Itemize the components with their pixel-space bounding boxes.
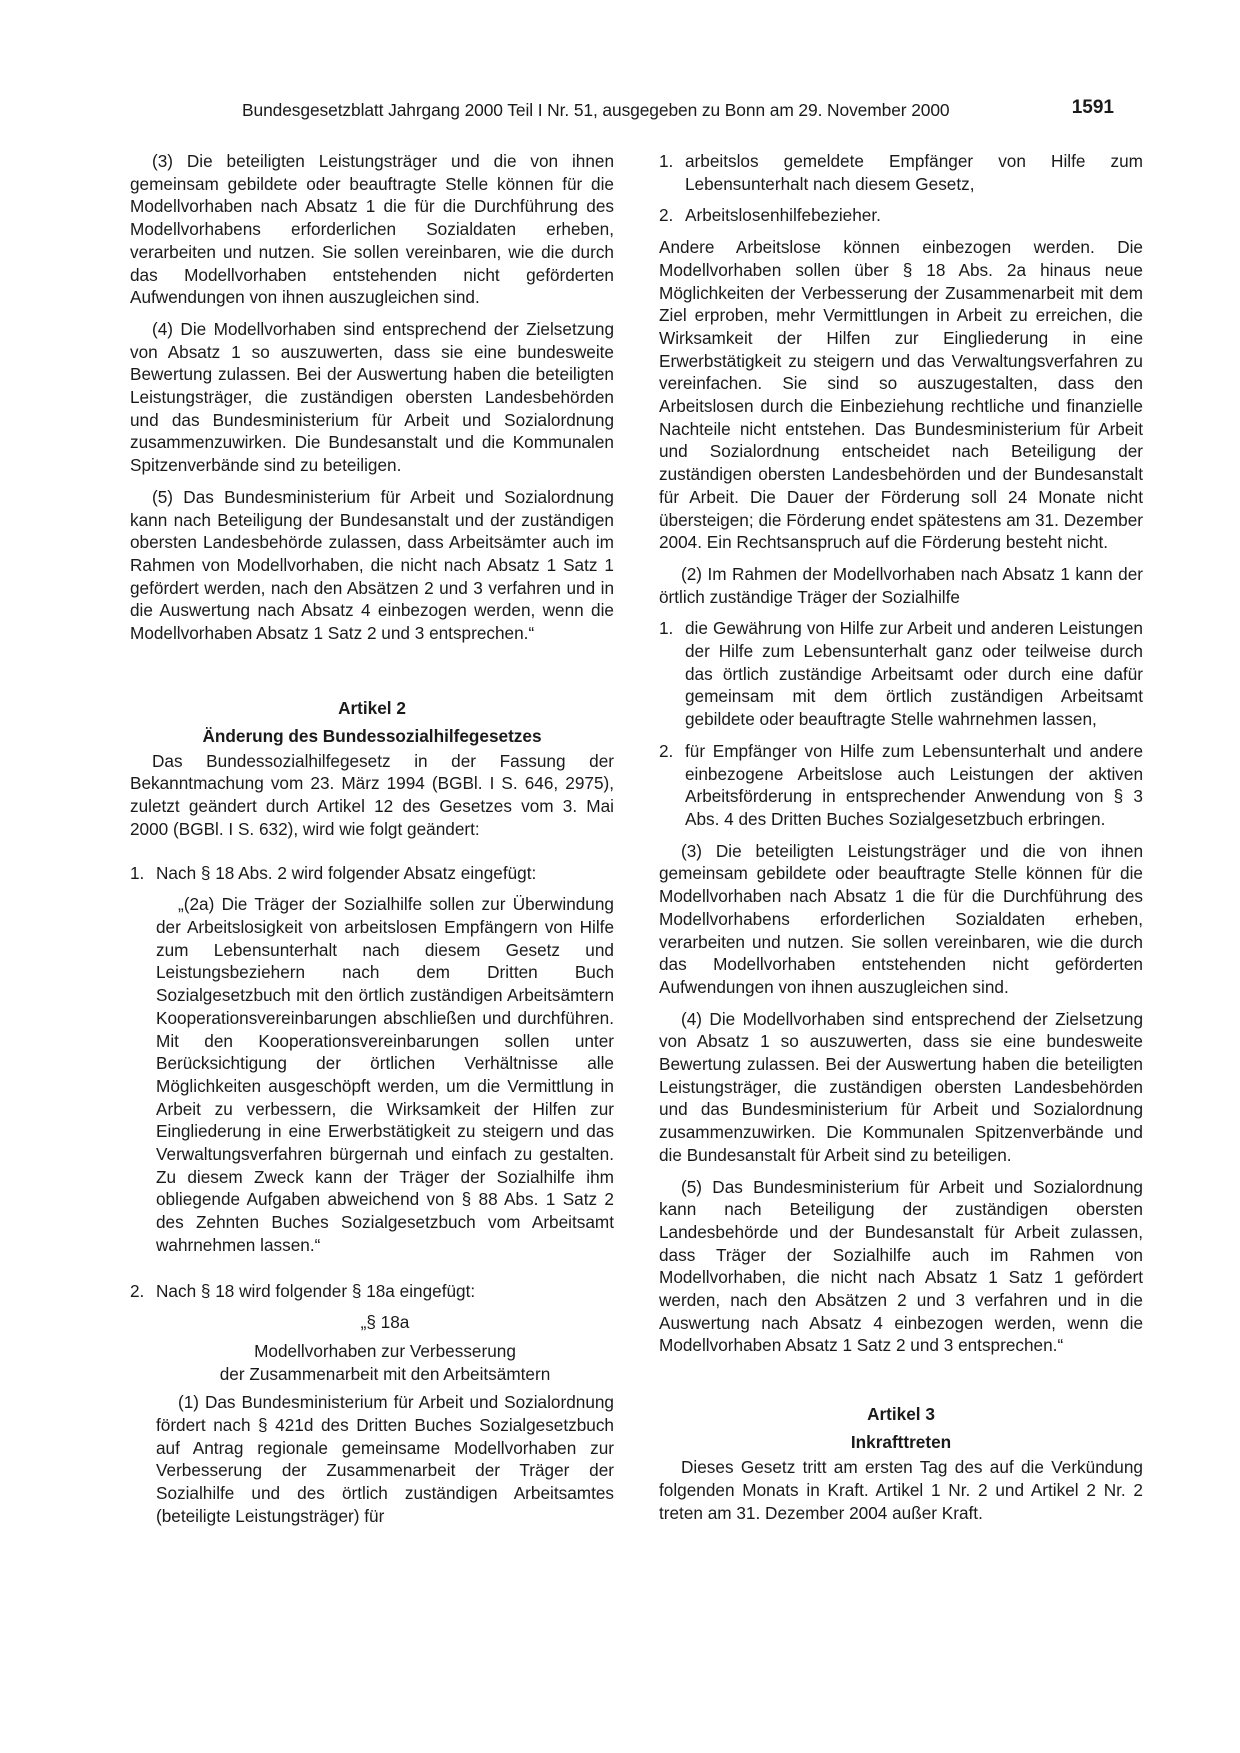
quoted-paragraph-block	[130, 893, 614, 1256]
page-header	[0, 96, 1240, 122]
section-title-line-2: der Zusammenarbeit mit den Arbeitsämtern	[219, 1363, 551, 1384]
paragraph-3: (3) Die beteiligten Leistungsträger und die von ihnen gemeinsam gebildete oder beauftragte Stelle können für die Modellvorhaben nach Absatz 1 die für die Durchführung des Modellvorhabens erforderlichen Sozialdaten erheben, verarbeiten und nutzen. Sie sollen vereinbaren, wie die durch das Modellvorhaben entstehenden nicht geförderten Aufwendungen von ihnen auszugleichen sind.	[659, 840, 1143, 997]
section-number: „§ 18a	[360, 1312, 410, 1333]
amendment-item-2-text: Nach § 18 wird folgender § 18a eingefügt:	[156, 1280, 476, 1301]
list-item-text: für Empfänger von Hilfe zum Lebensunterhalt und andere einbezogene Arbeitslose auch Leistungen der aktiven Arbeitsförderung in entsprechender Anwendung von § 3 Abs. 4 des Dritten Buches Sozialgesetzbuch erbringen.	[685, 740, 1143, 829]
section-18a-block	[130, 1311, 614, 1527]
list-number: 1.	[659, 618, 674, 639]
amendment-item-1-text: Nach § 18 Abs. 2 wird folgender Absatz eingefügt:	[156, 862, 537, 883]
list-item	[659, 740, 1143, 831]
artikel-3-subtitle: Inkrafttreten	[850, 1432, 952, 1453]
artikel-2-intro: Das Bundessozialhilfegesetz in der Fassung der Bekanntmachung vom 23. März 1994 (BGBl. I S. 646, 2975), zuletzt geändert durch Artikel 12 des Gesetzes vom 3. Mai 2000 (BGBl. I S. 632), wird wie folgt geändert:	[130, 750, 614, 839]
paragraph-4: (4) Die Modellvorhaben sind entsprechend der Zielsetzung von Absatz 1 so auszuwerten, dass sie eine bundesweite Bewertung zulassen. Bei der Auswertung haben die beteiligten Leistungsträger, die zuständigen obersten Landesbehörden und das Bundesministerium für Arbeit und Sozialordnung zusammenzuwirken. Die Bundesanstalt und die Kommunalen Spitzenverbände sind zu beteiligen.	[130, 318, 614, 476]
amendment-item-1	[130, 862, 614, 885]
list-item	[659, 204, 1143, 227]
paragraph-2: (2) Im Rahmen der Modellvorhaben nach Absatz 1 kann der örtlich zuständige Träger der Sozialhilfe	[659, 563, 1143, 607]
list-item-text: Arbeitslosenhilfebezieher.	[685, 205, 881, 226]
section-title-line-1: Modellvorhaben zur Verbesserung	[254, 1340, 516, 1361]
paragraph-5: (5) Das Bundesministerium für Arbeit und Sozialordnung kann nach Beteiligung der zuständigen obersten Landesbehörde und der Bundesanstalt für Arbeit zulassen, dass Träger der Sozialhilfe auch im Rahmen von Modellvorhaben, die nicht nach Absatz 1 Satz 1 gefördert werden, nach den Absätzen 2 und 3 verfahren und in die Auswertung nach Absatz 4 einbezogen werden, wenn die Modellvorhaben Absatz 1 Satz 2 und 3 entsprechen.“	[659, 1176, 1143, 1356]
artikel-3-text: Dieses Gesetz tritt am ersten Tag des auf die Verkündung folgenden Monats in Kraft. Artikel 1 Nr. 2 und Artikel 2 Nr. 2 treten am 31. Dezember 2004 außer Kraft.	[659, 1457, 1143, 1523]
right-column	[659, 150, 1143, 1533]
list-item-text: arbeitslos gemeldete Empfänger von Hilfe zum Lebensunterhalt nach diesem Gesetz,	[685, 151, 1143, 194]
list-item	[659, 617, 1143, 731]
list-item-text: die Gewährung von Hilfe zur Arbeit und anderen Leistungen der Hilfe zum Lebensunterhalt ganz oder teilweise durch das örtlich zuständige Arbeitsamt oder durch eine dafür gemeinsam mit dem örtlich zuständigen Arbeitsamt gebildete oder beauftragte Stelle wahrnehmen lassen,	[685, 618, 1143, 730]
amendment-item-2	[130, 1280, 614, 1303]
list-number: 2.	[659, 740, 674, 761]
artikel-2-title: Artikel 2	[338, 697, 406, 718]
artikel-3-title: Artikel 3	[867, 1404, 935, 1425]
list-item	[659, 150, 1143, 195]
quoted-paragraph-2a: „(2a) Die Träger der Sozialhilfe sollen zur Überwindung der Arbeitslosigkeit von arbeitslosen Empfängern von Hilfe zum Lebensunterhalt nach diesem Gesetz und Leistungsbeziehern nach dem Dritten Buch Sozialgesetzbuch mit den örtlich zuständigen Arbeitsämtern Kooperationsvereinbarungen abschließen und durchführen. Mit den Kooperationsvereinbarungen sollen unter Berücksichtigung der örtlichen Verhältnisse alle Möglichkeiten ausgeschöpft werden, um die Vermittlung in Arbeit zu verbessern, die Wirksamkeit der Hilfen zur Eingliederung in eine Erwerbstätigkeit zu steigern und das Verwaltungsverfahren bürgernah und einfach zu gestalten. Zu diesem Zweck kann der Träger der Sozialhilfe ihm obliegende Aufgaben abweichend von § 88 Abs. 1 Satz 2 des Zehnten Buches Sozialgesetzbuch vom Arbeitsamt wahrnehmen lassen.“	[156, 894, 614, 1255]
artikel-2-subtitle: Änderung des Bundessozialhilfegesetzes	[202, 725, 542, 746]
left-column	[130, 150, 614, 1537]
list-number: 2.	[130, 1280, 145, 1301]
page-number: 1591	[1071, 97, 1114, 118]
paragraph-4: (4) Die Modellvorhaben sind entsprechend der Zielsetzung von Absatz 1 so auszuwerten, dass sie eine bundesweite Bewertung zulassen. Bei der Auswertung haben die beteiligten Leistungsträger, die zuständigen obersten Landesbehörden und das Bundesministerium für Arbeit und Sozialordnung zusammenzuwirken. Die Kommunalen Spitzenverbände und die Bundesanstalt für Arbeit sind zu beteiligen.	[659, 1008, 1143, 1165]
gazette-header-title: Bundesgesetzblatt Jahrgang 2000 Teil I Nr. 51, ausgegeben zu Bonn am 29. November 2000	[242, 100, 950, 120]
paragraph-5: (5) Das Bundesministerium für Arbeit und Sozialordnung kann nach Beteiligung der Bundesanstalt und der zuständigen obersten Landesbehörde zulassen, dass Arbeitsämter auch im Rahmen von Modellvorhaben, die nicht nach Absatz 1 Satz 1 gefördert werden, nach den Absätzen 2 und 3 verfahren und in die Auswertung nach Absatz 4 einbezogen werden, wenn die Modellvorhaben Absatz 1 Satz 2 und 3 entsprechen.“	[130, 486, 614, 644]
list-number: 1.	[130, 862, 145, 883]
list-number: 1.	[659, 151, 674, 171]
list-number: 2.	[659, 205, 674, 226]
section-18a-paragraph-1: (1) Das Bundesministerium für Arbeit und Sozialordnung fördert nach § 421d des Dritten Buches Sozialgesetzbuch auf Antrag regionale gemeinsame Modellvorhaben zur Verbesserung der Zusammenarbeit der Träger der Sozialhilfe und des örtlich zuständigen Arbeitsamtes (beteiligte Leistungsträger) für	[156, 1392, 614, 1526]
paragraph-3: (3) Die beteiligten Leistungsträger und die von ihnen gemeinsam gebildete oder beauftragte Stelle können für die Modellvorhaben nach Absatz 1 die für die Durchführung des Modellvorhabens erforderlichen Sozialdaten erheben, verarbeiten und nutzen. Sie sollen vereinbaren, wie die durch das Modellvorhaben entstehenden nicht geförderten Aufwendungen von ihnen auszugleichen sind.	[130, 151, 614, 308]
paragraph-andere-arbeitslose: Andere Arbeitslose können einbezogen werden. Die Modellvorhaben sollen über § 18 Abs. 2a hinaus neue Möglichkeiten der Verbesserung der Zusammenarbeit mit dem Ziel erproben, mehr Vermittlungen in Arbeit zu erreichen, die Wirksamkeit der Hilfen zur Eingliederung in eine Erwerbstätigkeit zu steigern und das Verwaltungsverfahren zu vereinfachen. Sie sind so auszugestalten, dass den Arbeitslosen durch die Einbeziehung rechtliche und finanzielle Nachteile nicht entstehen. Das Bundesministerium für Arbeit und Sozialordnung entscheidet nach Beteiligung der zuständigen obersten Landesbehörden und der Bundesanstalt für Arbeit. Die Dauer der Förderung soll 24 Monate nicht übersteigen; die Förderung endet spätestens am 31. Dezember 2004. Ein Rechtsanspruch auf die Förderung besteht nicht.	[659, 237, 1143, 553]
